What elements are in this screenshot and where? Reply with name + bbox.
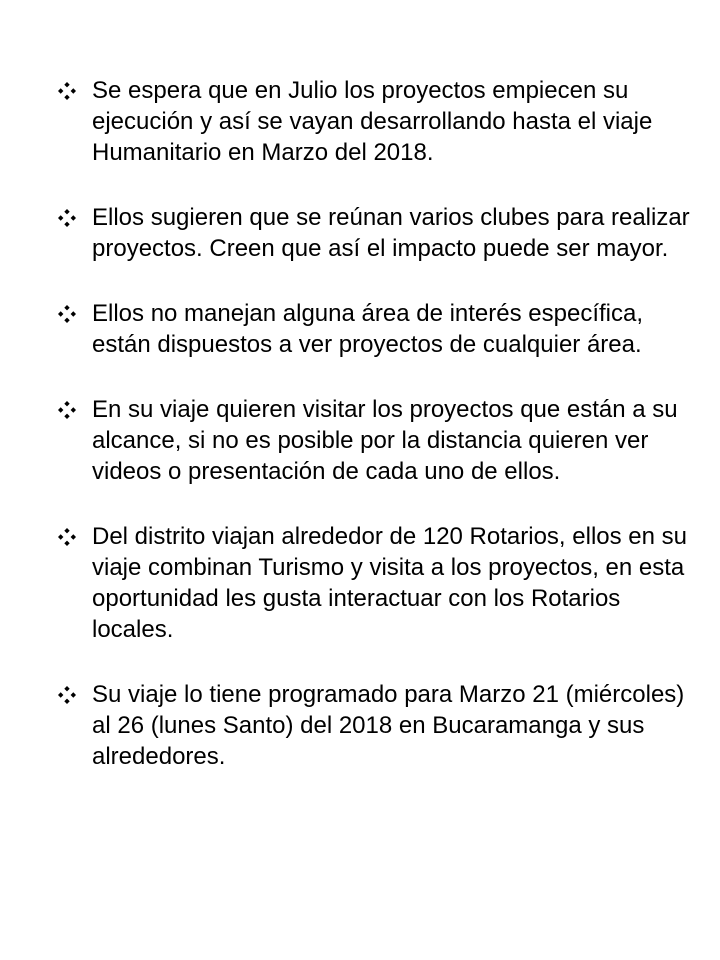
bullet-list	[58, 75, 708, 772]
bullet-text: En su viaje quieren visitar los proyectos que están a su alcance, si no es posible por la distancia quieren ver videos o presentación de cada uno de ellos.	[92, 396, 678, 485]
bullet-text: Ellos no manejan alguna área de interés específica, están dispuestos a ver proyectos de cualquier área.	[92, 300, 644, 358]
bullet-item-4	[58, 394, 708, 487]
four-diamond-star-icon	[58, 305, 76, 323]
bullet-item-6	[58, 679, 708, 772]
four-diamond-star-icon	[58, 82, 76, 100]
bullet-item-5	[58, 521, 708, 645]
bullet-item-2	[58, 202, 708, 264]
four-diamond-star-icon	[58, 528, 76, 546]
four-diamond-star-icon	[58, 209, 76, 227]
four-diamond-star-icon	[58, 401, 76, 419]
four-diamond-star-icon	[58, 686, 76, 704]
bullet-text: Del distrito viajan alrededor de 120 Rotarios, ellos en su viaje combinan Turismo y visita a los proyectos, en esta oportunidad les gusta interactuar con los Rotarios locales.	[92, 523, 687, 643]
bullet-text: Su viaje lo tiene programado para Marzo 21 (miércoles) al 26 (lunes Santo) del 2018 en Bucaramanga y sus alrededores.	[92, 681, 685, 770]
bullet-item-1	[58, 75, 708, 168]
bullet-text: Ellos sugieren que se reúnan varios clubes para realizar proyectos. Creen que así el impacto puede ser mayor.	[92, 204, 690, 262]
bullet-text: Se espera que en Julio los proyectos empiecen su ejecución y así se vayan desarrollando hasta el viaje Humanitario en Marzo del 2018.	[92, 77, 653, 166]
bullet-item-3	[58, 298, 708, 360]
